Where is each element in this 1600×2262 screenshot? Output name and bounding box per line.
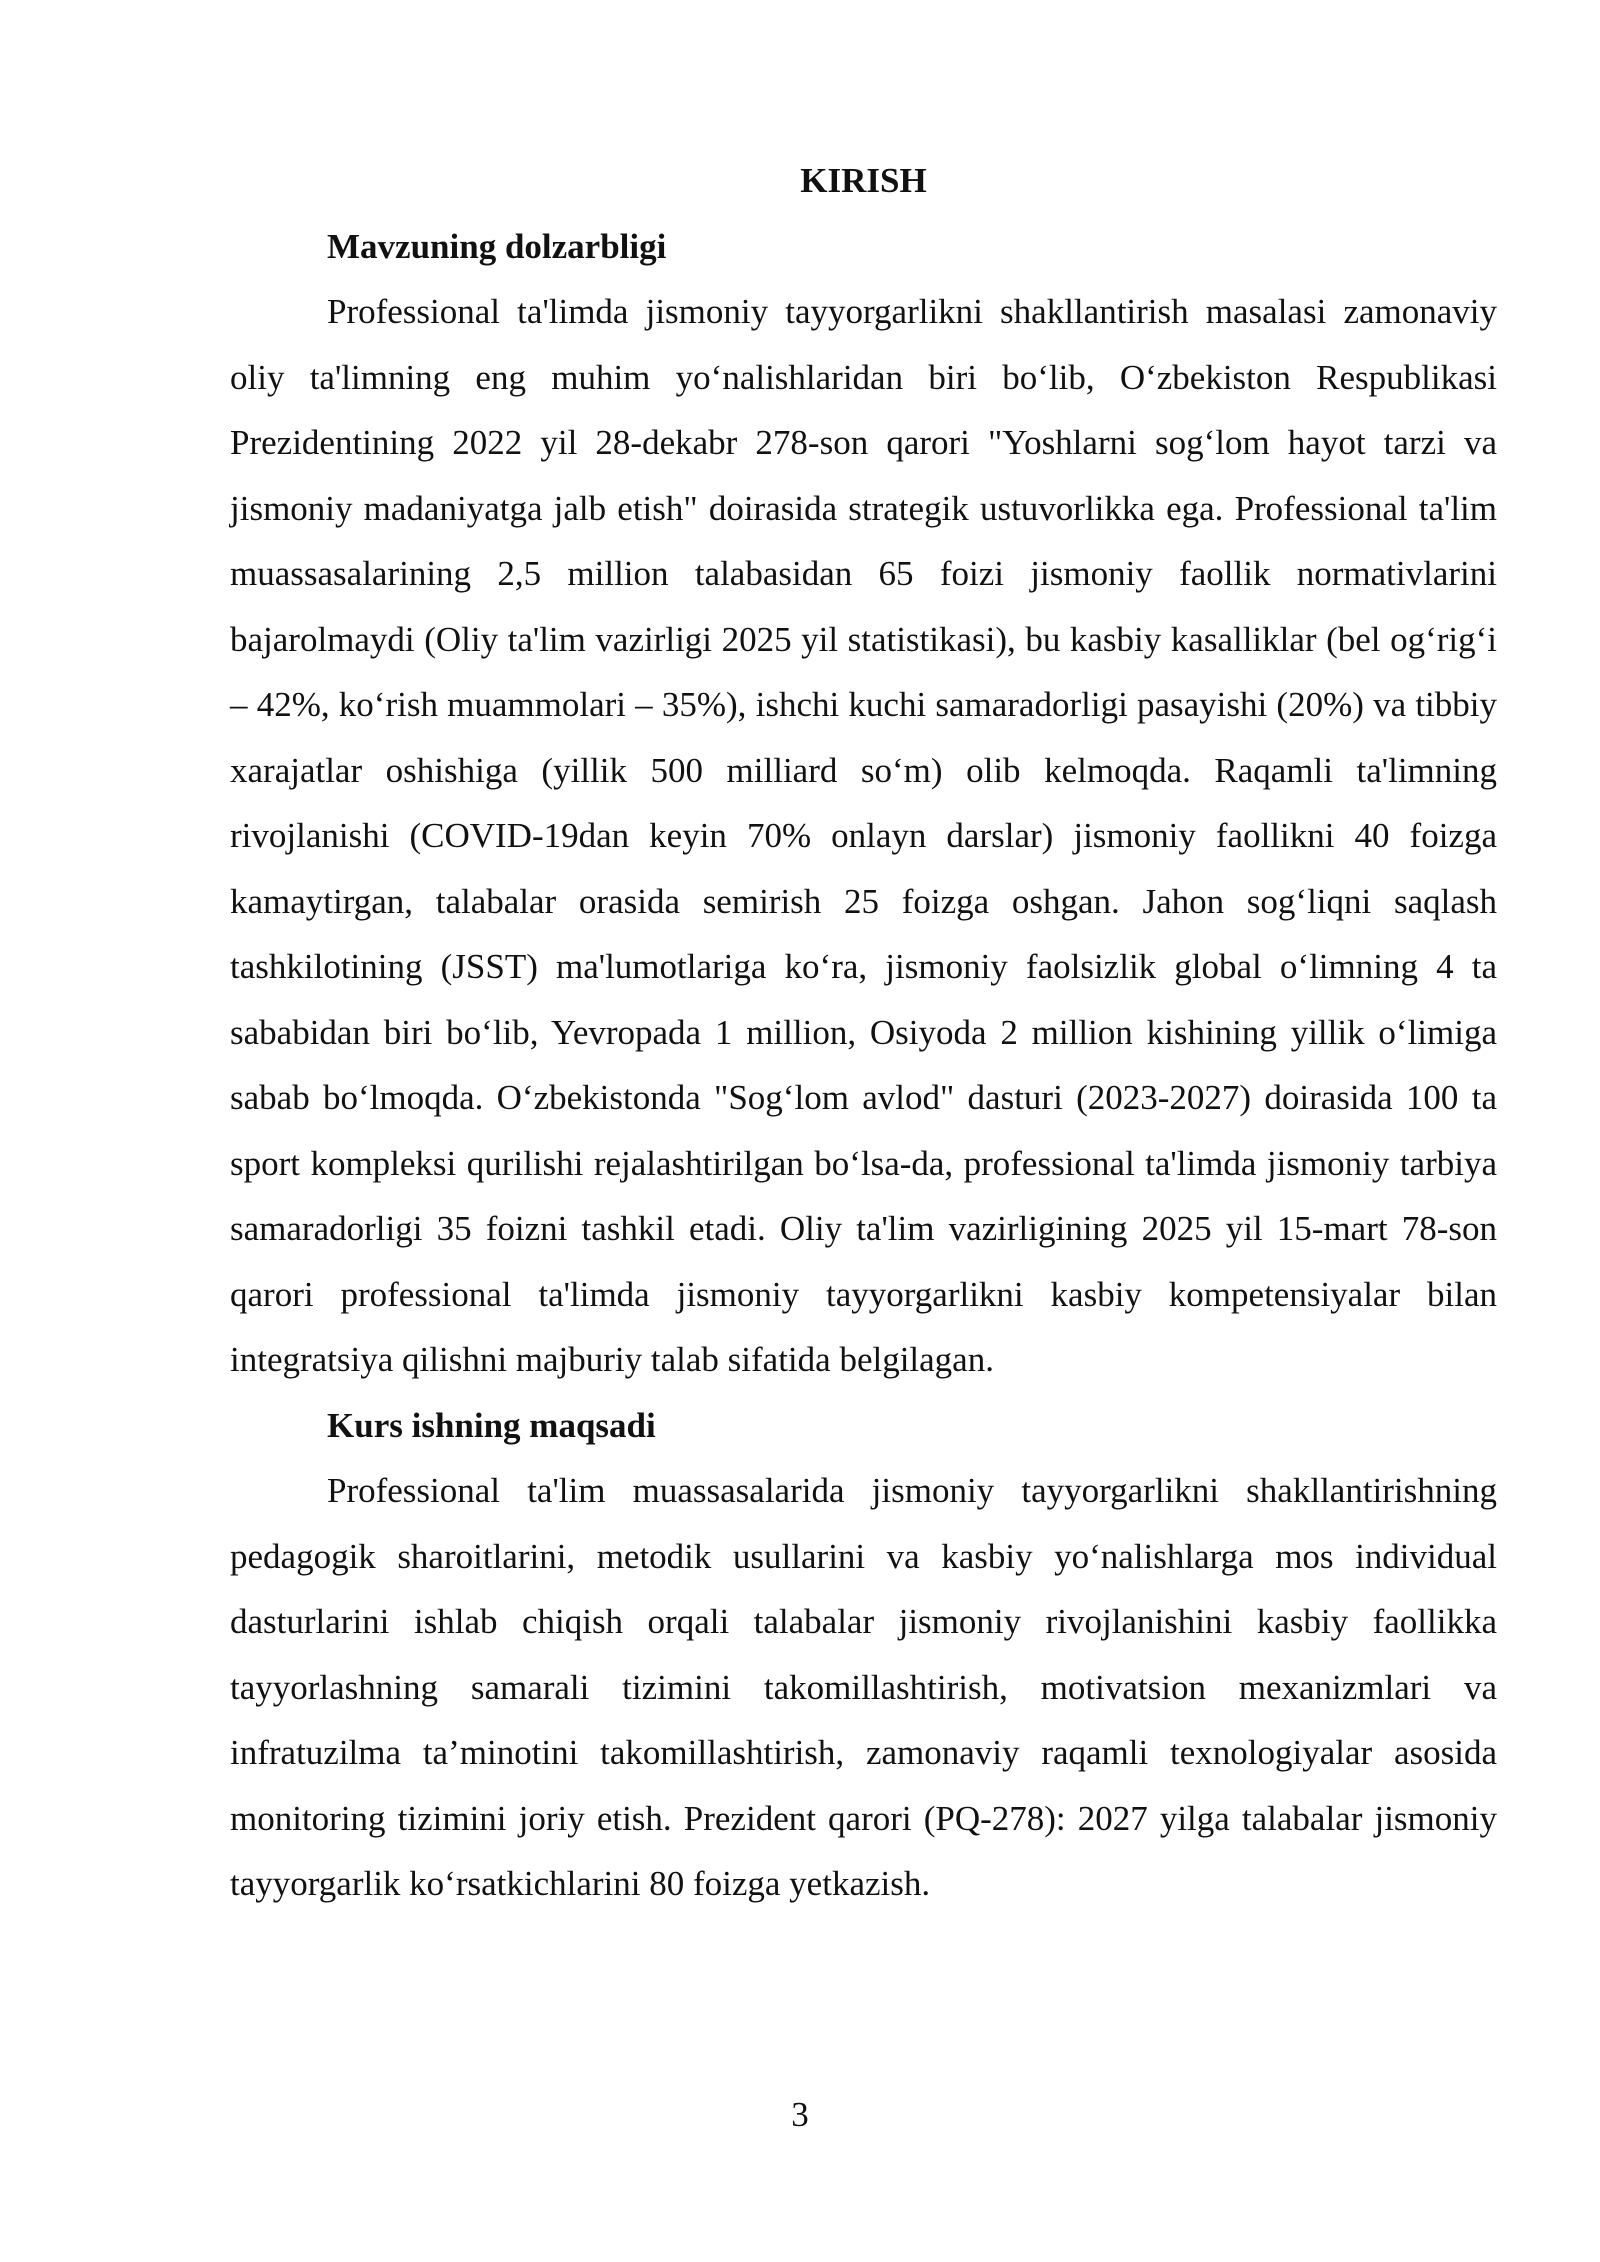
- page-content: [230, 148, 1497, 1917]
- section-paragraph-goal: Professional ta'lim muassasalarida jismoniy tayyorgarlikni shakllantirishning pedagogik sharoitlarini, metodik usullarini va kasbiy yo‘nalishlarga mos individual dasturlarini ishlab chiqish orqali talabalar jismoniy rivojlanishini kasbiy faollikka tayyorlashning samarali tizimini takomillashtirish, motivatsion mexanizmlari va infratuzilma ta’minotini takomillashtirish, zamonaviy raqamli texnologiyalar asosida monitoring tizimini joriy etish. Prezident qarori (PQ-278): 2027 yilga talabalar jismoniy tayyorgarlik ko‘rsatkichlarini 80 foizga yetkazish.: [230, 1471, 1497, 1903]
- section-heading-relevance: Mavzuning dolzarbligi: [327, 226, 667, 266]
- page-number: 3: [791, 2095, 809, 2134]
- section-paragraph-relevance: Professional ta'limda jismoniy tayyorgarlikni shakllantirish masalasi zamonaviy oliy ta'limning eng muhim yo‘nalishlaridan biri bo‘lib, O‘zbekiston Respublikasi Prezidentining 2022 yil 28-dekabr 278-son qarori "Yoshlarni sog‘lom hayot tarzi va jismoniy madaniyatga jalb etish" doirasida strategik ustuvorlikka ega. Professional ta'lim muassasalarining 2,5 million talabasidan 65 foizi jismoniy faollik normativlarini bajarolmaydi (Oliy ta'lim vazirligi 2025 yil statistikasi), bu kasbiy kasalliklar (bel og‘rig‘i – 42%, ko‘rish muammolari – 35%), ishchi kuchi samaradorligi pasayishi (20%) va tibbiy xarajatlar oshishiga (yillik 500 milliard so‘m) olib kelmoqda. Raqamli ta'limning rivojlanishi (COVID-19dan keyin 70% onlayn darslar) jismoniy faollikni 40 foizga kamaytirgan, talabalar orasida semirish 25 foizga oshgan. Jahon sog‘liqni saqlash tashkilotining (JSST) ma'lumotlariga ko‘ra, jismoniy faolsizlik global o‘limning 4 ta sababidan biri bo‘lib, Yevropada 1 million, Osiyoda 2 million kishining yillik o‘limiga sabab bo‘lmoqda. O‘zbekistonda "Sog‘lom avlod" dasturi (2023-2027) doirasida 100 ta sport kompleksi qurilishi rejalashtirilgan bo‘lsa-da, professional ta'limda jismoniy tarbiya samaradorligi 35 foizni tashkil etadi. Oliy ta'lim vazirligining 2025 yil 15-mart 78-son qarori professional ta'limda jismoniy tayyorgarlikni kasbiy kompetensiyalar bilan integratsiya qilishni majburiy talab sifatida belgilagan.: [230, 292, 1497, 1379]
- page-title: KIRISH: [800, 161, 927, 200]
- section-heading-goal: Kurs ishning maqsadi: [327, 1405, 656, 1445]
